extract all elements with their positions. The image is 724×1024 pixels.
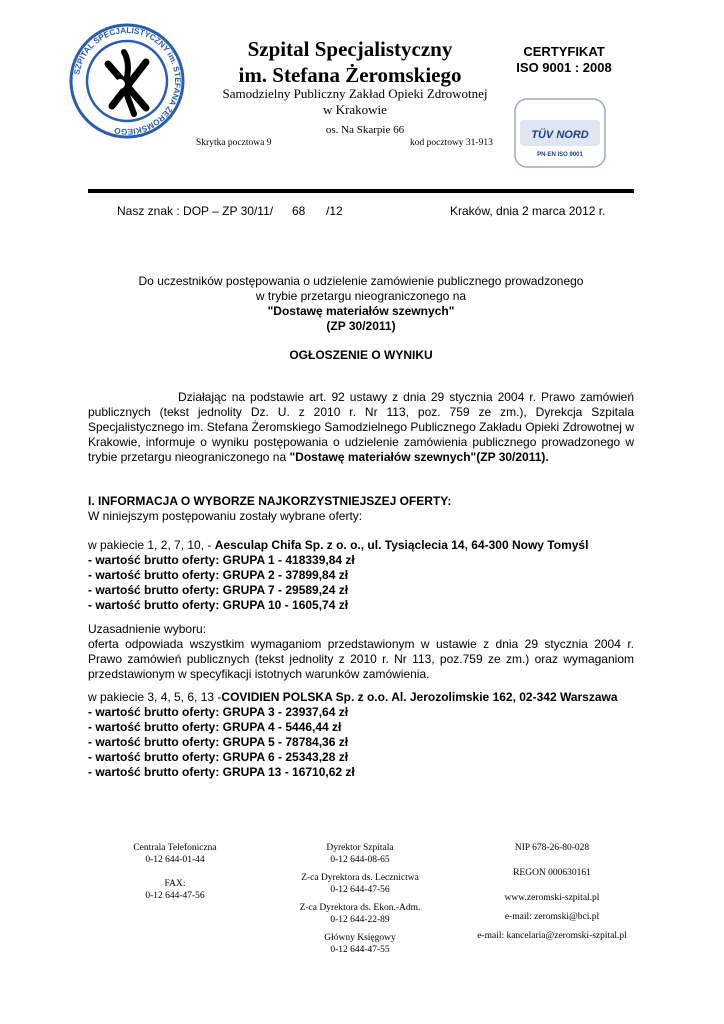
footer-switchboard xyxy=(100,842,250,902)
reference-prefix: Nasz znak : DOP – ZP 30/11/ xyxy=(117,204,274,218)
intro-line3: Specjalistycznego im. Stefana Żeromskiego Samodzielnego Publicznego Zakładu Opieki Zdrowotnej w xyxy=(88,420,634,434)
director-label: Dyrektor Szpitala xyxy=(326,843,394,853)
footer-directors xyxy=(270,842,450,956)
offer1-value: - wartość brutto oferty: GRUPA 7 - 29589,24 zł xyxy=(88,583,349,597)
justification-block xyxy=(88,622,634,682)
logo-ring-text: SZPITAL SPECJALISTYCZNY im. STEFANA ŻEROMSKIEGO xyxy=(72,25,183,137)
hospital-name-line1: Szpital Specjalistyczny xyxy=(247,37,453,61)
section-lead: W niniejszym postępowaniu zostały wybrane oferty: xyxy=(88,509,363,523)
intro-line5-subject: "Dostawę materiałów szewnych"(ZP 30/2011). xyxy=(289,450,549,464)
deputy-medical-number: 0-12 644-47-56 xyxy=(330,885,390,895)
badge-standard: PN-EN ISO 9001 xyxy=(537,152,583,158)
po-box: Skrytka pocztowa 9 xyxy=(196,138,272,148)
accountant-number: 0-12 644-47-55 xyxy=(330,945,390,955)
justification-line3: przedstawionym w specyfikacji istotnych warunków zamówienia. xyxy=(88,667,430,681)
section-selection xyxy=(88,494,634,524)
website-link[interactable]: www.zeromski-szpital.pl xyxy=(504,893,600,903)
offer1-value: - wartość brutto oferty: GRUPA 2 - 37899,84 zł xyxy=(88,568,349,582)
badge-brand: TÜV NORD xyxy=(531,129,589,141)
hospital-logo xyxy=(68,22,186,140)
offer2-value: - wartość brutto oferty: GRUPA 5 - 78784,36 zł xyxy=(88,735,349,749)
justification-line1: oferta odpowiada wszystkim wymaganiom przedstawionym w ustawie z dnia 29 stycznia 2004 r. xyxy=(88,637,634,651)
tuv-nord-badge xyxy=(514,98,606,168)
offer2-company: COVIDIEN POLSKA Sp. z o.o. Al. Jerozolimskie 162, 02-342 Warszawa xyxy=(221,690,618,704)
offer1-value: - wartość brutto oferty: GRUPA 10 - 1605,74 zł xyxy=(88,598,349,612)
deputy-econ-label: Z-ca Dyrektora ds. Ekon.-Adm. xyxy=(299,903,421,913)
letter-date: Kraków, dnia 2 marca 2012 r. xyxy=(450,204,606,218)
intro-line5-plain: trybie przetargu nieograniczonego na xyxy=(88,450,290,464)
intro-line1: Działając na podstawie art. 92 ustawy z dnia 29 stycznia 2004 r. Prawo zamówień xyxy=(178,390,634,404)
justification-label: Uzasadnienie wyboru: xyxy=(88,622,207,636)
deputy-econ-number: 0-12 644-22-89 xyxy=(330,915,390,925)
intro-line4: Krakowie, informuje o wyniku postępowania o udzielenie zamówienia publicznego prowadzonego w xyxy=(88,435,634,449)
offer2-value: - wartość brutto oferty: GRUPA 4 - 5446,44 zł xyxy=(88,720,342,734)
switchboard-number: 0-12 644-01-44 xyxy=(145,855,205,865)
fax-number: 0-12 644-47-56 xyxy=(145,891,205,901)
addressee-line1: Do uczestników postępowania o udzielenie zamówienie publicznego prowadzonego xyxy=(138,274,584,288)
director-number: 0-12 644-08-65 xyxy=(330,855,390,865)
section-heading: I. INFORMACJA O WYBORZE NAJKORZYSTNIEJSZEJ OFERTY: xyxy=(88,494,452,508)
footer-identifiers xyxy=(452,842,652,942)
intro-line2: publicznych (tekst jednolity Dz. U. z 2010 r. Nr 113, poz. 759 ze zm.), Dyrekcja Szpitala xyxy=(88,405,634,419)
accountant-label: Główny Księgowy xyxy=(324,933,396,943)
reference-number: 68 xyxy=(292,204,306,218)
offer2-value: - wartość brutto oferty: GRUPA 6 - 25343,28 zł xyxy=(88,750,349,764)
offer1-packages: w pakiecie 1, 2, 7, 10, - xyxy=(88,538,215,552)
offer2-value: - wartość brutto oferty: GRUPA 13 - 16710,62 zł xyxy=(88,765,355,779)
postal-code: kod pocztowy 31-913 xyxy=(410,138,493,148)
offer2-header xyxy=(88,690,648,705)
addressee-block xyxy=(88,274,634,334)
email-link[interactable]: e-mail: zeromski@bci.pl xyxy=(504,912,600,922)
hospital-subtitle-line2: w Krakowie xyxy=(323,102,387,117)
offer2-value: - wartość brutto oferty: GRUPA 3 - 23937,64 zł xyxy=(88,705,349,719)
hospital-subtitle xyxy=(200,86,510,118)
switchboard-label: Centrala Telefoniczna xyxy=(133,843,217,853)
case-number: (ZP 30/2011) xyxy=(326,319,396,333)
fax-label: FAX: xyxy=(164,879,186,889)
announcement-title: OGŁOSZENIE O WYNIKU xyxy=(289,348,433,362)
offer1-company: Aesculap Chifa Sp. z o. o., ul. Tysiąclecia 14, 64-300 Nowy Tomyśl xyxy=(214,538,589,552)
subject-title: "Dostawę materiałów szewnych" xyxy=(267,304,455,318)
certificate-title xyxy=(508,44,620,76)
deputy-medical-label: Z-ca Dyrektora ds. Lecznictwa xyxy=(301,873,419,883)
regon: REGON 000630161 xyxy=(513,868,591,878)
certificate-line1: CERTYFIKAT xyxy=(523,44,605,59)
offer1-value: - wartość brutto oferty: GRUPA 1 - 418339,84 zł xyxy=(88,553,355,567)
hospital-name xyxy=(200,36,500,88)
hospital-subtitle-line1: Samodzielny Publiczny Zakład Opieki Zdrowotnej xyxy=(222,86,488,101)
intro-paragraph xyxy=(88,390,634,465)
email-kancelaria-link[interactable]: e-mail: kancelaria@zeromski-szpital.pl xyxy=(477,931,627,941)
reference-suffix: /12 xyxy=(326,204,343,218)
certificate-line2: ISO 9001 : 2008 xyxy=(516,60,612,75)
header-divider xyxy=(88,189,634,193)
addressee-line2: w trybie przetargu nieograniczonego na xyxy=(255,289,467,303)
hospital-name-line2: im. Stefana Żeromskiego xyxy=(238,63,462,87)
offer-block-2 xyxy=(88,690,648,780)
street-address: os. Na Skarpie 66 xyxy=(325,124,405,136)
intro-line5 xyxy=(88,450,634,465)
offer1-header xyxy=(88,538,648,553)
justification-line2: Prawo zamówień publicznych (tekst jednolity z 2010 r. Nr 113, poz.759 ze zm.) oraz wymaganiom xyxy=(88,652,634,666)
offer2-packages: w pakiecie 3, 4, 5, 6, 13 - xyxy=(88,690,222,704)
nip: NIP 678-26-80-028 xyxy=(514,843,590,853)
offer-block-1 xyxy=(88,538,648,613)
